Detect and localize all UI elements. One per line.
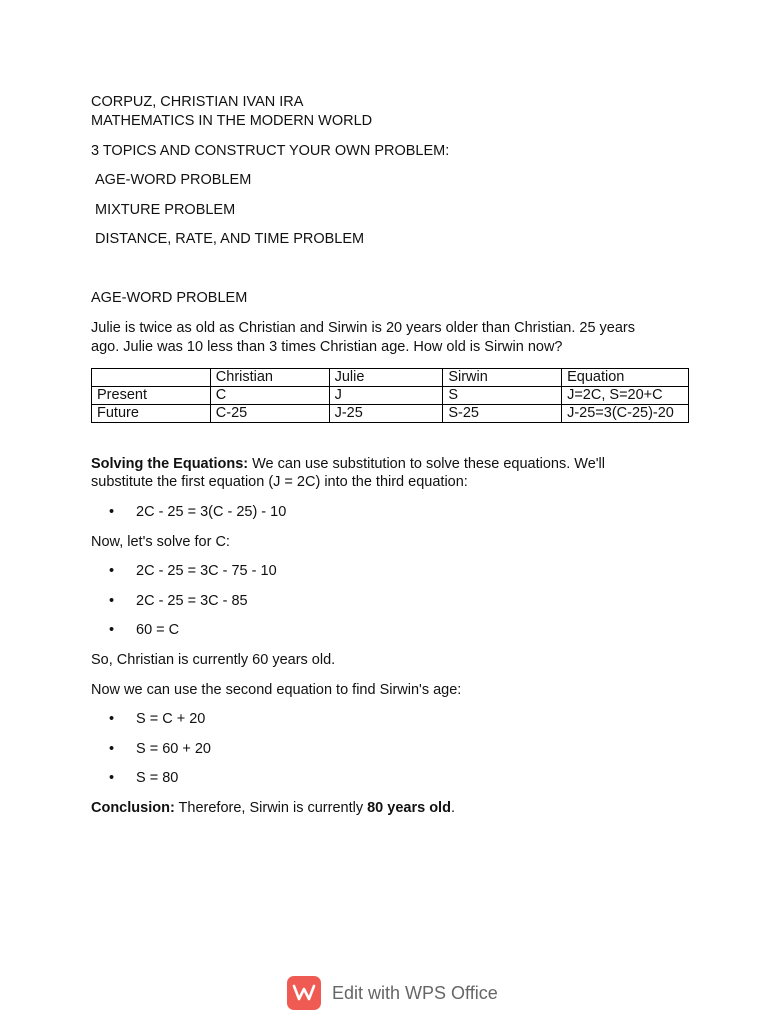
table-cell: S bbox=[443, 387, 562, 405]
equation-step: 60 = C bbox=[136, 622, 180, 638]
table-cell: J-25=3(C-25)-20 bbox=[562, 405, 689, 423]
solving-text: We can use substitution to solve these equations. We'll bbox=[248, 456, 605, 472]
table-cell: J bbox=[329, 387, 443, 405]
table-header-cell bbox=[92, 369, 211, 387]
table-row bbox=[92, 387, 689, 405]
topic-item: DISTANCE, RATE, AND TIME PROBLEM bbox=[95, 231, 365, 247]
table-header-cell: Christian bbox=[210, 369, 329, 387]
body-text: Now, let's solve for C: bbox=[91, 534, 230, 550]
equation-step: S = 60 + 20 bbox=[136, 741, 211, 757]
student-name: CORPUZ, CHRISTIAN IVAN IRA bbox=[91, 94, 304, 110]
conclusion-text: Therefore, Sirwin is currently bbox=[174, 800, 368, 816]
conclusion-label: Conclusion: bbox=[91, 800, 175, 816]
table-cell: C-25 bbox=[210, 405, 329, 423]
wps-edit-link[interactable]: Edit with WPS Office bbox=[332, 982, 498, 1003]
problem-line: Julie is twice as old as Christian and Sirwin is 20 years older than Christian. 25 years bbox=[91, 320, 635, 336]
bullet-dot: • bbox=[109, 741, 115, 757]
bullet-dot: • bbox=[109, 770, 115, 786]
table-header-cell: Sirwin bbox=[443, 369, 562, 387]
topic-item: AGE-WORD PROBLEM bbox=[95, 172, 252, 188]
body-text: Now we can use the second equation to find Sirwin's age: bbox=[91, 682, 462, 698]
solving-line bbox=[91, 456, 605, 472]
table-header-cell: Equation bbox=[562, 369, 689, 387]
solving-label: Solving the Equations: bbox=[91, 456, 249, 472]
wps-logo-icon bbox=[287, 976, 321, 1010]
conclusion-answer: 80 years old bbox=[367, 800, 451, 816]
bullet-dot: • bbox=[109, 711, 115, 727]
conclusion-end: . bbox=[450, 800, 455, 816]
wps-footer[interactable] bbox=[287, 975, 498, 1011]
body-text: So, Christian is currently 60 years old. bbox=[91, 652, 336, 668]
topic-item: MIXTURE PROBLEM bbox=[95, 202, 236, 218]
equation-step: 2C - 25 = 3C - 75 - 10 bbox=[136, 563, 277, 579]
table-cell: Future bbox=[92, 405, 211, 423]
solving-line: substitute the first equation (J = 2C) into the third equation: bbox=[91, 474, 468, 490]
table-cell: J=2C, S=20+C bbox=[562, 387, 689, 405]
equation-step: S = 80 bbox=[136, 770, 179, 786]
table-cell: S-25 bbox=[443, 405, 562, 423]
course-title: MATHEMATICS IN THE MODERN WORLD bbox=[91, 113, 373, 129]
table-cell: J-25 bbox=[329, 405, 443, 423]
table-cell: Present bbox=[92, 387, 211, 405]
table-cell: C bbox=[210, 387, 329, 405]
table-header-cell: Julie bbox=[329, 369, 443, 387]
problem-line: ago. Julie was 10 less than 3 times Christian age. How old is Sirwin now? bbox=[91, 339, 563, 355]
equation-step: 2C - 25 = 3(C - 25) - 10 bbox=[136, 504, 287, 520]
bullet-dot: • bbox=[109, 563, 115, 579]
table-header-row bbox=[92, 369, 689, 387]
age-table bbox=[91, 368, 689, 423]
bullet-dot: • bbox=[109, 622, 115, 638]
equation-step: 2C - 25 = 3C - 85 bbox=[136, 593, 248, 609]
section-title: AGE-WORD PROBLEM bbox=[91, 290, 248, 306]
bullet-dot: • bbox=[109, 504, 115, 520]
instruction-text: 3 TOPICS AND CONSTRUCT YOUR OWN PROBLEM: bbox=[91, 143, 450, 159]
bullet-dot: • bbox=[109, 593, 115, 609]
conclusion-line bbox=[91, 800, 455, 816]
equation-step: S = C + 20 bbox=[136, 711, 206, 727]
table-row bbox=[92, 405, 689, 423]
